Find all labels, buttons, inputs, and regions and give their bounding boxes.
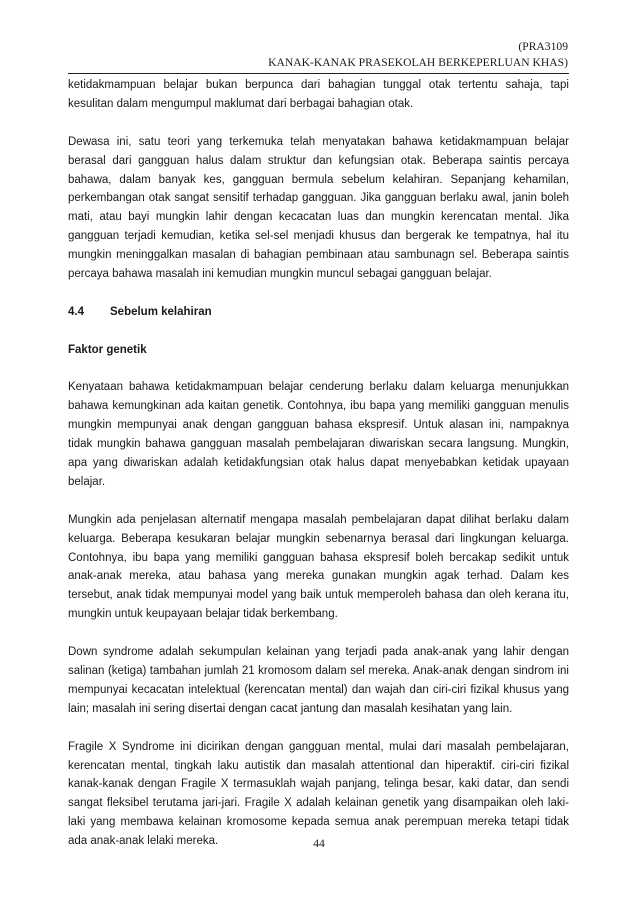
subheading-genetic-factor: Faktor genetik	[68, 343, 147, 356]
section-title: Sebelum kelahiran	[110, 305, 212, 318]
running-header	[168, 39, 568, 71]
page-number: 44	[313, 837, 325, 850]
page-body	[68, 76, 569, 851]
paragraph-brain-theory: Dewasa ini, satu teori yang terkemuka telah menyatakan bahawa ketidakmampuan belajar berasal dari gangguan halus dalam struktur dan kefungsian otak. Beberapa saintis percaya bahawa, dalam banyak kes, gangguan bermula sebelum kelahiran. Sepanjang kehamilan, perkembangan otak sangat sensitif terhadap gangguan. Jika gangguan berlaku awal, janin boleh mati, atau bayi mungkin lahir dengan kecacatan luas dan mungkin kerencatan mental. Jika gangguan terjadi kemudian, ketika sel-sel menjadi khusus dan bergerak ke tempatnya, hal itu mungkin meninggalkan masalan di bahagian pembinaan atau sambunagn sel. Beberapa saintis percaya bahawa masalah ini kemudian mungkin muncul sebagai gangguan belajar.	[68, 135, 569, 281]
section-number: 4.4	[68, 305, 84, 318]
paragraph-down-syndrome: Down syndrome adalah sekumpulan kelainan yang terjadi pada anak-anak yang lahir dengan salinan (ketiga) tambahan jumlah 21 kromosom dalam sel mereka. Anak-anak dengan sindrom ini mempunyai kecacatan intelektual (kerencatan mental) dan wajah dan ciri-ciri fizikal khusus yang lain; masalah ini sering disertai dengan cacat jantung dan masalah kesihatan yang lain.	[68, 646, 569, 715]
paragraph-genetic: Kenyataan bahawa ketidakmampuan belajar cenderung berlaku dalam keluarga menunjukkan bahawa kemungkinan ada kaitan genetik. Contohnya, ibu bapa yang memiliki gangguan menulis mungkin mempunyai anak dengan gangguan bahasa ekspresif. Untuk alasan ini, nampaknya tidak mungkin bahawa gangguan masalah pembelajaran diwariskan secara langsung. Mungkin, apa yang diwariskan adalah ketidakfungsian otak halus dapat menyebabkan ketidak upayaan belajar.	[68, 381, 569, 488]
paragraph-alternative-explanation: Mungkin ada penjelasan alternatif mengapa masalah pembelajaran dapat dilihat berlaku dalam keluarga. Beberapa kesukaran belajar mungkin sebenarnya berasal dari lingkungan keluarga. Contohnya, ibu bapa yang memiliki gangguan bahasa ekspresif boleh bercakap sedikit untuk anak-anak mereka, atau bahasa yang mereka gunakan mungkin agak terhad. Dalam kes tersebut, anak tidak mempunyai model yang baik untuk memperoleh bahasa dan oleh kerana itu, mungkin untuk keupayaan belajar tidak berkembang.	[68, 513, 569, 621]
header-divider	[68, 73, 569, 74]
paragraph-continuation: ketidakmampuan belajar bukan berpunca dari bahagian tunggal otak tertentu sahaja, tapi kesulitan dalam mengumpul maklumat dari berbagai bahagian otak.	[68, 79, 569, 110]
paragraph-fragile-x: Fragile X Syndrome ini dicirikan dengan gangguan mental, mulai dari masalah pembelajaran, kerencatan mental, tingkah laku autistik dan masalah attentional dan hiperaktif. ciri-ciri fizikal kanak-kanak dengan Fragile X termasuklah wajah panjang, telinga besar, kaki datar, dan sendi sangat fleksibel terutama jari-jari. Fragile X adalah kelainan genetik yang disampaikan oleh laki-laki yang membawa kelainan kromosome kepada semua anak perempuan mereka tetapi tidak ada anak-anak lelaki mereka.	[68, 740, 569, 848]
header-course-title: KANAK-KANAK PRASEKOLAH BERKEPERLUAN KHAS)	[268, 56, 568, 69]
header-course-code: (PRA3109	[518, 40, 568, 53]
section-heading	[68, 303, 569, 322]
